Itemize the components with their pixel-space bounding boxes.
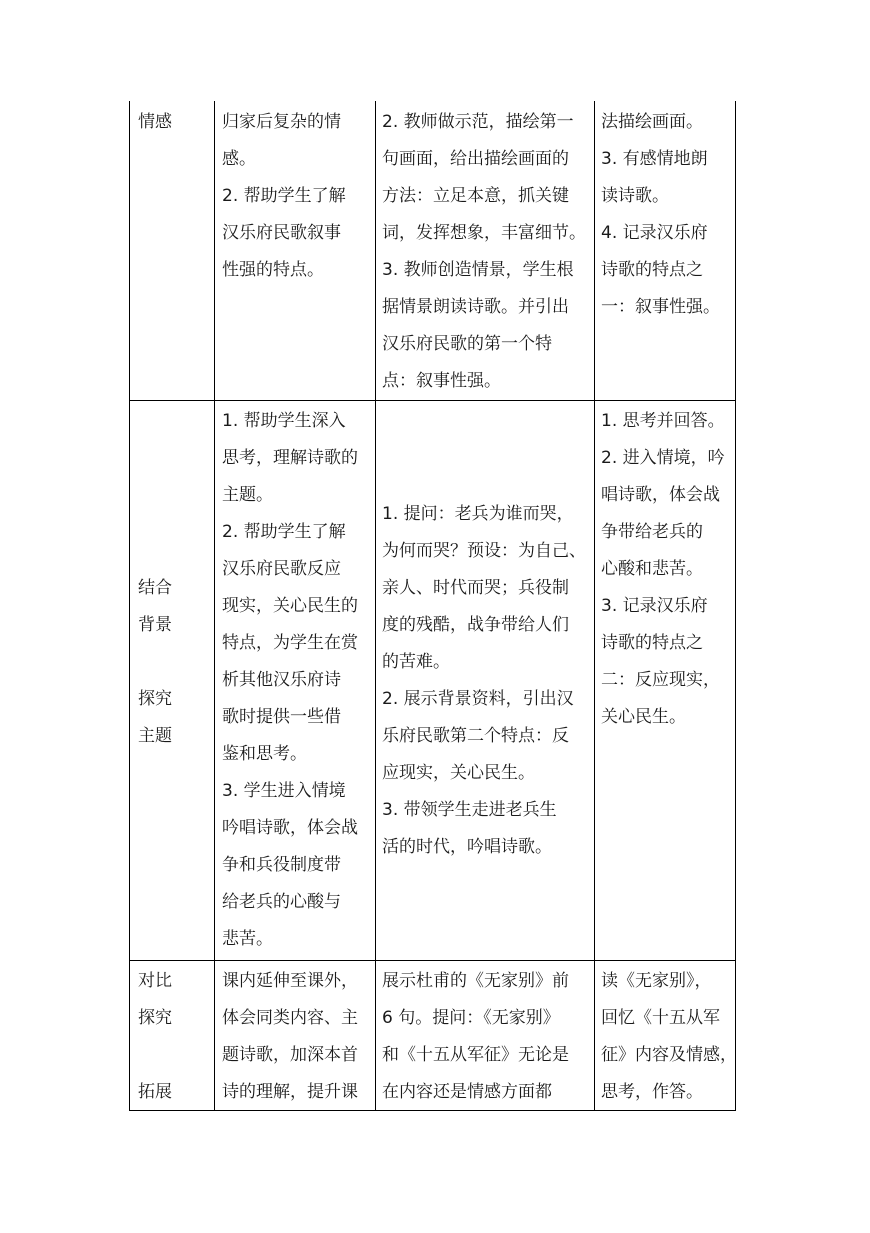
row1-student-cell <box>601 104 720 326</box>
text-line: 思考，作答。 <box>601 1082 703 1102</box>
text-line: 1. 思考并回答。 <box>601 411 725 431</box>
text-line: 一：叙事性强。 <box>601 297 720 317</box>
text-line: 汉乐府民歌叙事 <box>222 223 341 243</box>
text-line: 诗的理解，提升课 <box>222 1082 358 1102</box>
text-line: 1. 帮助学生深入 <box>222 411 346 431</box>
text-line: 2. 帮助学生了解 <box>222 522 346 542</box>
text-line: 争带给老兵的 <box>601 522 703 542</box>
row3-stage-cell <box>138 963 172 1111</box>
row1-stage-cell <box>138 104 172 141</box>
text-line: 度的残酷，战争带给人们 <box>382 615 569 635</box>
text-line: 点：叙事性强。 <box>382 371 501 391</box>
text-line: 读《无家别》， <box>601 971 712 991</box>
text-line: 悲苦。 <box>222 929 273 949</box>
row2-teacher-cell <box>382 496 586 866</box>
text-line: 主题。 <box>222 485 273 505</box>
text-line: 词，发挥想象，丰富细节。 <box>382 223 586 243</box>
text-line: 特点，为学生在赏 <box>222 633 358 653</box>
text-line: 争和兵役制度带 <box>222 855 341 875</box>
text-line: 情感 <box>138 112 172 132</box>
text-line: 亲人、时代而哭；兵役制 <box>382 578 569 598</box>
text-line: 3. 有感情地朗 <box>601 149 708 169</box>
text-line: 拓展 <box>138 1082 172 1102</box>
text-line: 歌时提供一些借 <box>222 707 341 727</box>
text-line: 题诗歌，加深本首 <box>222 1045 358 1065</box>
row2-student-cell <box>601 403 725 736</box>
text-line: 为何而哭？预设：为自己、 <box>382 541 586 561</box>
text-line: 句画面，给出描绘画面的 <box>382 149 569 169</box>
text-line: 探究 <box>138 1008 172 1028</box>
text-line: 应现实，关心民生。 <box>382 763 535 783</box>
text-line: 6 句。提问：《无家别》 <box>382 1008 560 1028</box>
text-line: 法描绘画面。 <box>601 112 703 132</box>
text-line: 给老兵的心酸与 <box>222 892 341 912</box>
text-line: 展示杜甫的《无家别》前 <box>382 971 569 991</box>
text-line: 回忆《十五从军 <box>601 1008 720 1028</box>
text-line: 活的时代，吟唱诗歌。 <box>382 837 552 857</box>
text-line: 吟唱诗歌，体会战 <box>222 818 358 838</box>
row-divider-2 <box>129 960 736 961</box>
row3-teacher-cell <box>382 963 569 1111</box>
text-line <box>138 1037 172 1074</box>
text-line: 4. 记录汉乐府 <box>601 223 708 243</box>
text-line: 感。 <box>222 149 256 169</box>
row3-student-cell <box>601 963 737 1111</box>
row3-goal-cell <box>222 963 358 1111</box>
text-line: 唱诗歌，体会战 <box>601 485 720 505</box>
text-line: 和《十五从军征》无论是 <box>382 1045 569 1065</box>
text-line: 据情景朗读诗歌。并引出 <box>382 297 569 317</box>
text-line: 析其他汉乐府诗 <box>222 670 341 690</box>
row-divider-1 <box>129 400 736 401</box>
text-line: 体会同类内容、主 <box>222 1008 358 1028</box>
text-line: 对比 <box>138 971 172 991</box>
text-line: 鉴和思考。 <box>222 744 307 764</box>
text-line: 读诗歌。 <box>601 186 669 206</box>
text-line: 2. 帮助学生了解 <box>222 186 346 206</box>
text-line: 2. 展示背景资料，引出汉 <box>382 689 574 709</box>
text-line: 3. 带领学生走进老兵生 <box>382 800 557 820</box>
text-line: 2. 进入情境，吟 <box>601 448 725 468</box>
text-line: 主题 <box>138 726 172 746</box>
row1-goal-cell <box>222 104 346 289</box>
text-line: 背景 <box>138 615 172 635</box>
text-line: 现实，关心民生的 <box>222 596 358 616</box>
text-line: 征》内容及情感， <box>601 1045 737 1065</box>
text-line: 思考，理解诗歌的 <box>222 448 358 468</box>
text-line: 归家后复杂的情 <box>222 112 341 132</box>
text-line <box>138 644 172 681</box>
text-line: 诗歌的特点之 <box>601 260 703 280</box>
text-line: 3. 教师创造情景，学生根 <box>382 260 574 280</box>
text-line: 探究 <box>138 689 172 709</box>
text-line: 的苦难。 <box>382 652 450 672</box>
text-line: 方法：立足本意，抓关键 <box>382 186 569 206</box>
text-line: 结合 <box>138 578 172 598</box>
text-line: 二：反应现实， <box>601 670 720 690</box>
text-line: 关心民生。 <box>601 707 686 727</box>
text-line: 3. 记录汉乐府 <box>601 596 708 616</box>
text-line: 在内容还是情感方面都 <box>382 1082 552 1102</box>
text-line: 2. 教师做示范，描绘第一 <box>382 112 574 132</box>
text-line: 心酸和悲苦。 <box>601 559 703 579</box>
text-line: 3. 学生进入情境 <box>222 781 346 801</box>
text-line: 诗歌的特点之 <box>601 633 703 653</box>
text-line: 性强的特点。 <box>222 260 324 280</box>
text-line: 1. 提问：老兵为谁而哭， <box>382 504 574 524</box>
row1-teacher-cell <box>382 104 586 400</box>
row2-stage-cell <box>138 570 172 755</box>
text-line: 汉乐府民歌的第一个特 <box>382 334 552 354</box>
text-line: 汉乐府民歌反应 <box>222 559 341 579</box>
text-line: 乐府民歌第二个特点：反 <box>382 726 569 746</box>
text-line: 课内延伸至课外， <box>222 971 358 991</box>
row2-goal-cell <box>222 403 358 958</box>
